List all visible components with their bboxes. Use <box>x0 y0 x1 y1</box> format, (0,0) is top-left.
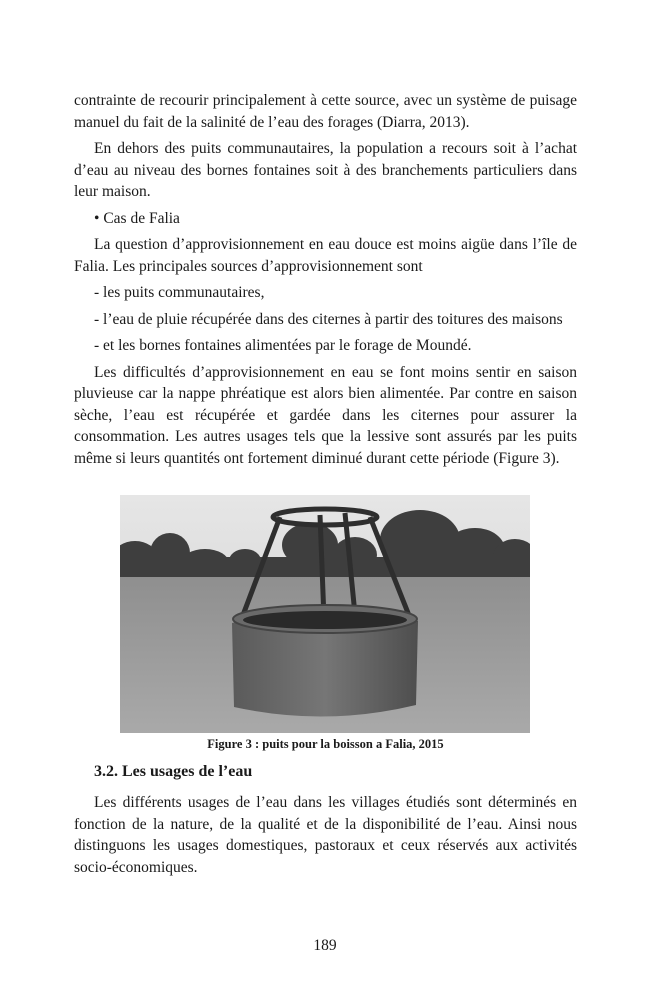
paragraph-falia-sources: La question d’approvisionnement en eau douce est moins aigüe dans l’île de Falia. Les principales sources d’approvisionnement sont <box>74 236 577 275</box>
figure-caption: Figure 3 : puits pour la boisson a Falia, 2015 <box>207 737 444 751</box>
section-heading: 3.2. Les usages de l’eau <box>94 763 253 780</box>
source-item: - les puits communautaires, <box>94 284 265 301</box>
paragraph-puits-communautaires: En dehors des puits communautaires, la population a recours soit à l’achat d’eau au niveau des bornes fontaines soit à des branchements particuliers dans leur maison. <box>74 140 577 200</box>
source-item: - l’eau de pluie récupérée dans des citernes à partir des toitures des maisons <box>94 310 563 328</box>
body-text-top <box>74 90 577 474</box>
well-rim <box>232 605 418 717</box>
well-photo <box>120 495 530 733</box>
paragraph-continuation: contrainte de recourir principalement à cette source, avec un système de puisage manuel du fait de la salinité de l’eau des forages (Diarra, 2013). <box>74 92 577 131</box>
page-number: 189 <box>313 937 337 954</box>
body-text-bottom <box>74 792 577 883</box>
bullet-label: Cas de Falia <box>103 209 180 227</box>
paragraph-usages: Les différents usages de l’eau dans les villages étudiés sont déterminés en fonction de la nature, de la qualité et de la disponibilité de l’eau. Ainsi nous distinguons les usages domestiques, pastoraux et ceux réservés aux activités socio-économiques. <box>74 794 577 876</box>
bullet-cas-de-falia <box>74 208 577 230</box>
paragraph-difficultes: Les difficultés d’approvisionnement en eau se font moins sentir en saison pluvieuse car la nappe phréatique est alors bien alimentée. Par contre en saison sèche, l’eau est récupérée et gardée dans les citernes pour assurer la consommation. Les autres usages tels que la lessive sont assurés par les puits même si leurs quantités ont fortement diminué durant cette période (Figure 3). <box>74 363 577 467</box>
figure-photo-well <box>120 495 530 733</box>
bullet-marker: • <box>94 209 100 227</box>
source-item: - et les bornes fontaines alimentées par le forage de Moundé. <box>94 337 472 354</box>
